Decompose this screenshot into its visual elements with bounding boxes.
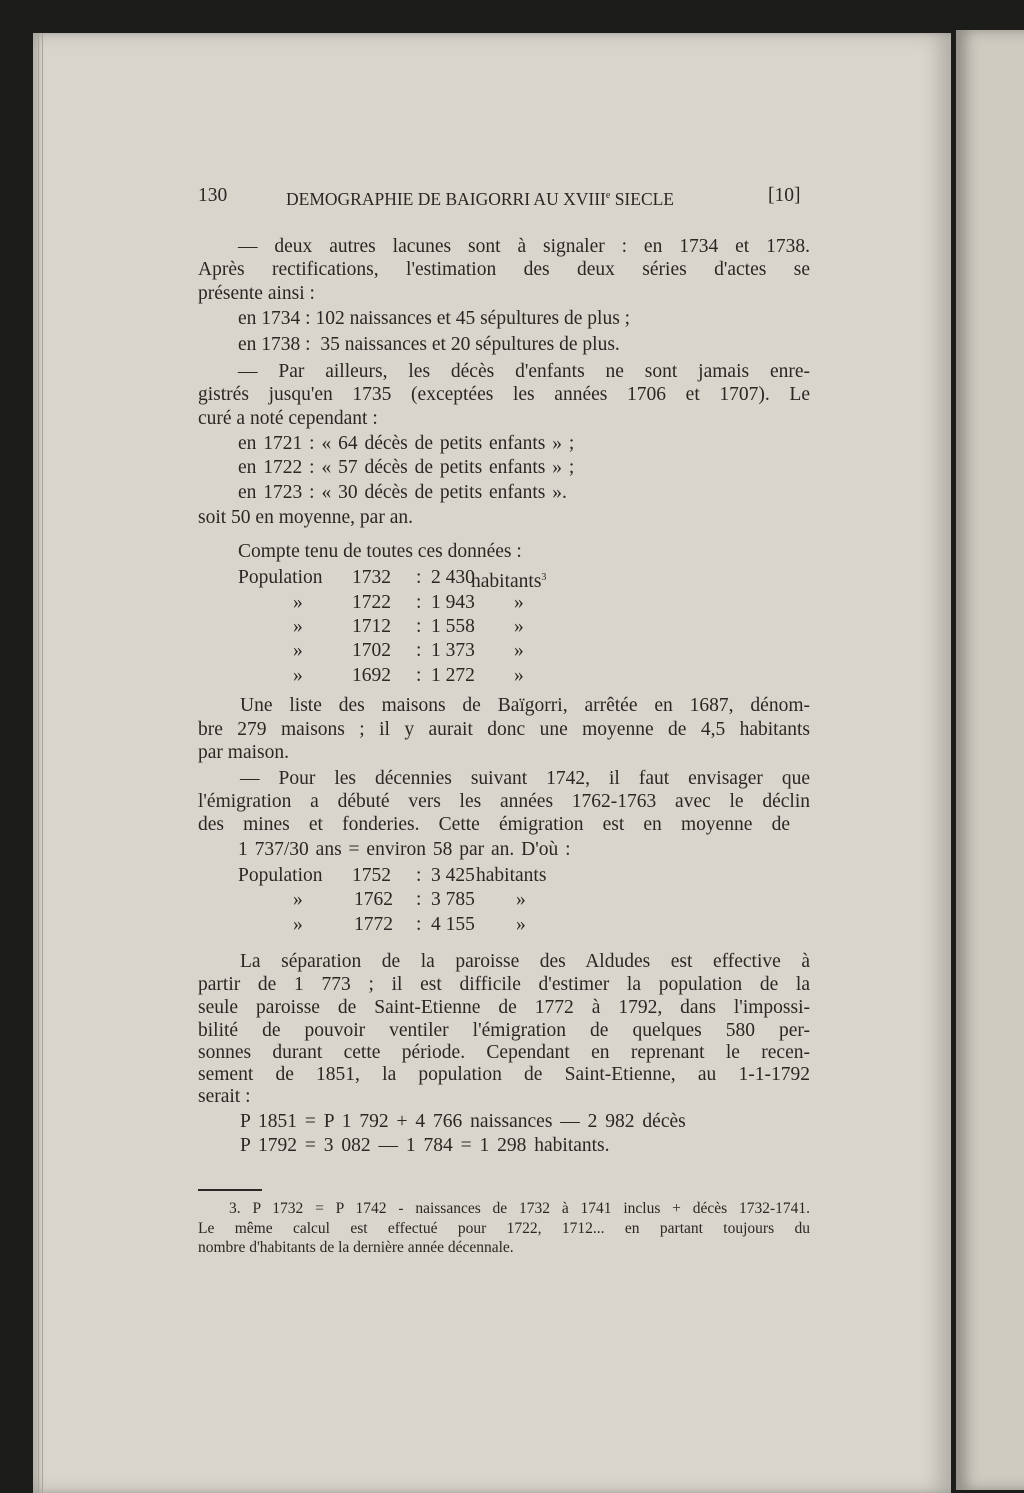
paragraph-line: sement de 1851, la population de Saint-Etienne, au 1-1-1792 — [198, 1064, 810, 1085]
facing-page — [956, 30, 1024, 1490]
row-value: 3 785 — [431, 889, 475, 910]
running-title — [286, 185, 674, 210]
paragraph-line: Compte tenu de toutes ces données : — [238, 541, 522, 562]
row-label: » — [293, 592, 303, 613]
row-value: 2 430 — [431, 567, 475, 588]
row-unit: » — [516, 914, 526, 935]
row-colon: : — [416, 665, 422, 686]
row-unit: » — [516, 889, 526, 910]
row-label: » — [293, 616, 303, 637]
row-colon: : — [416, 567, 422, 588]
paragraph-line: serait : — [198, 1086, 251, 1107]
paragraph-line: — Pour les décennies suivant 1742, il faut envisager que — [240, 768, 810, 789]
footnote-ref: 3 — [541, 572, 547, 583]
paragraph-line: partir de 1 773 ; il est difficile d'estimer la population de la — [198, 974, 810, 995]
paragraph-line: bre 279 maisons ; il y aurait donc une moyenne de 4,5 habitants — [198, 719, 810, 740]
title-end: SIECLE — [610, 189, 674, 209]
row-label: » — [293, 914, 303, 935]
quote-line: en 1722 : « 57 décès de petits enfants » ; — [238, 457, 575, 478]
paragraph-line: 1 737/30 ans = environ 58 par an. D'où : — [238, 839, 571, 860]
row-value: 1 558 — [431, 616, 475, 637]
row-year: 1752 — [352, 865, 391, 886]
row-year: 1732 — [352, 567, 391, 588]
row-unit: » — [514, 592, 524, 613]
page-edge — [38, 33, 39, 1493]
row-year: 1712 — [352, 616, 391, 637]
row-unit: » — [514, 665, 524, 686]
footnote-line: nombre d'habitants de la dernière année décennale. — [198, 1239, 514, 1256]
list-line: en 1734 : 102 naissances et 45 sépultures de plus ; — [238, 308, 631, 329]
paragraph-line: par maison. — [198, 742, 289, 763]
row-year: 1772 — [354, 914, 393, 935]
row-value: 4 155 — [431, 914, 475, 935]
row-year: 1762 — [354, 889, 393, 910]
paragraph-line: — Par ailleurs, les décès d'enfants ne sont jamais enre- — [238, 361, 810, 382]
paragraph-line: Une liste des maisons de Baïgorri, arrêtée en 1687, dénom- — [240, 695, 810, 716]
list-line: en 1738 : 35 naissances et 20 sépultures de plus. — [238, 334, 620, 355]
row-year: 1692 — [352, 665, 391, 686]
row-colon: : — [416, 914, 422, 935]
row-label: » — [293, 889, 303, 910]
unit-text: habitants — [471, 571, 542, 592]
row-year: 1722 — [352, 592, 391, 613]
row-label: Population — [238, 865, 323, 886]
paragraph-line: La séparation de la paroisse des Aldudes est effective à — [240, 951, 810, 972]
footnote-line: Le même calcul est effectué pour 1722, 1712... en partant toujours du — [198, 1220, 810, 1237]
paragraph-line: présente ainsi : — [198, 283, 315, 304]
equation-line: P 1851 = P 1 792 + 4 766 naissances — 2 982 décès — [240, 1111, 686, 1132]
paragraph-line: gistrés jusqu'en 1735 (exceptées les années 1706 et 1707). Le — [198, 384, 810, 405]
paragraph-line: curé a noté cependant : — [198, 408, 378, 429]
row-value: 1 272 — [431, 665, 475, 686]
row-unit: » — [514, 616, 524, 637]
row-value: 3 425 — [431, 865, 475, 886]
quote-line: en 1723 : « 30 décès de petits enfants ». — [238, 482, 567, 503]
paragraph-line: seule paroisse de Saint-Etienne de 1772 à 1792, dans l'impossi- — [198, 997, 810, 1018]
paragraph-line: soit 50 en moyenne, par an. — [198, 507, 413, 528]
paragraph-line: bilité de pouvoir ventiler l'émigration de quelques 580 per- — [198, 1020, 810, 1041]
row-colon: : — [416, 640, 422, 661]
page-edge — [42, 33, 43, 1493]
footnote-line: 3. P 1732 = P 1742 - naissances de 1732 à 1741 inclus + décès 1732-1741. — [229, 1200, 810, 1217]
footnote-rule — [198, 1189, 262, 1191]
title-sup: e — [605, 190, 611, 201]
section-number: [10] — [768, 185, 801, 206]
paragraph-line: Après rectifications, l'estimation des deux séries d'actes se — [198, 259, 810, 280]
quote-line: en 1721 : « 64 décès de petits enfants » ; — [238, 433, 575, 454]
row-unit: » — [514, 640, 524, 661]
paragraph-line: — deux autres lacunes sont à signaler : en 1734 et 1738. — [238, 236, 810, 257]
row-colon: : — [416, 616, 422, 637]
paragraph-line: des mines et fonderies. Cette émigration est en moyenne de — [198, 814, 790, 835]
paragraph-line: l'émigration a débuté vers les années 1762-1763 avec le déclin — [198, 791, 810, 812]
paragraph-line: sonnes durant cette période. Cependant en reprenant le recen- — [198, 1042, 810, 1063]
row-label: Population — [238, 567, 323, 588]
row-value: 1 943 — [431, 592, 475, 613]
row-unit: habitants — [476, 865, 547, 886]
equation-line: P 1792 = 3 082 — 1 784 = 1 298 habitants. — [240, 1135, 610, 1156]
row-value: 1 373 — [431, 640, 475, 661]
row-year: 1702 — [352, 640, 391, 661]
row-unit — [471, 567, 546, 593]
row-label: » — [293, 665, 303, 686]
row-colon: : — [416, 592, 422, 613]
title-text: DEMOGRAPHIE DE BAIGORRI AU XVIII — [286, 189, 606, 209]
row-colon: : — [416, 865, 422, 886]
row-colon: : — [416, 889, 422, 910]
page-number: 130 — [198, 185, 228, 206]
row-label: » — [293, 640, 303, 661]
